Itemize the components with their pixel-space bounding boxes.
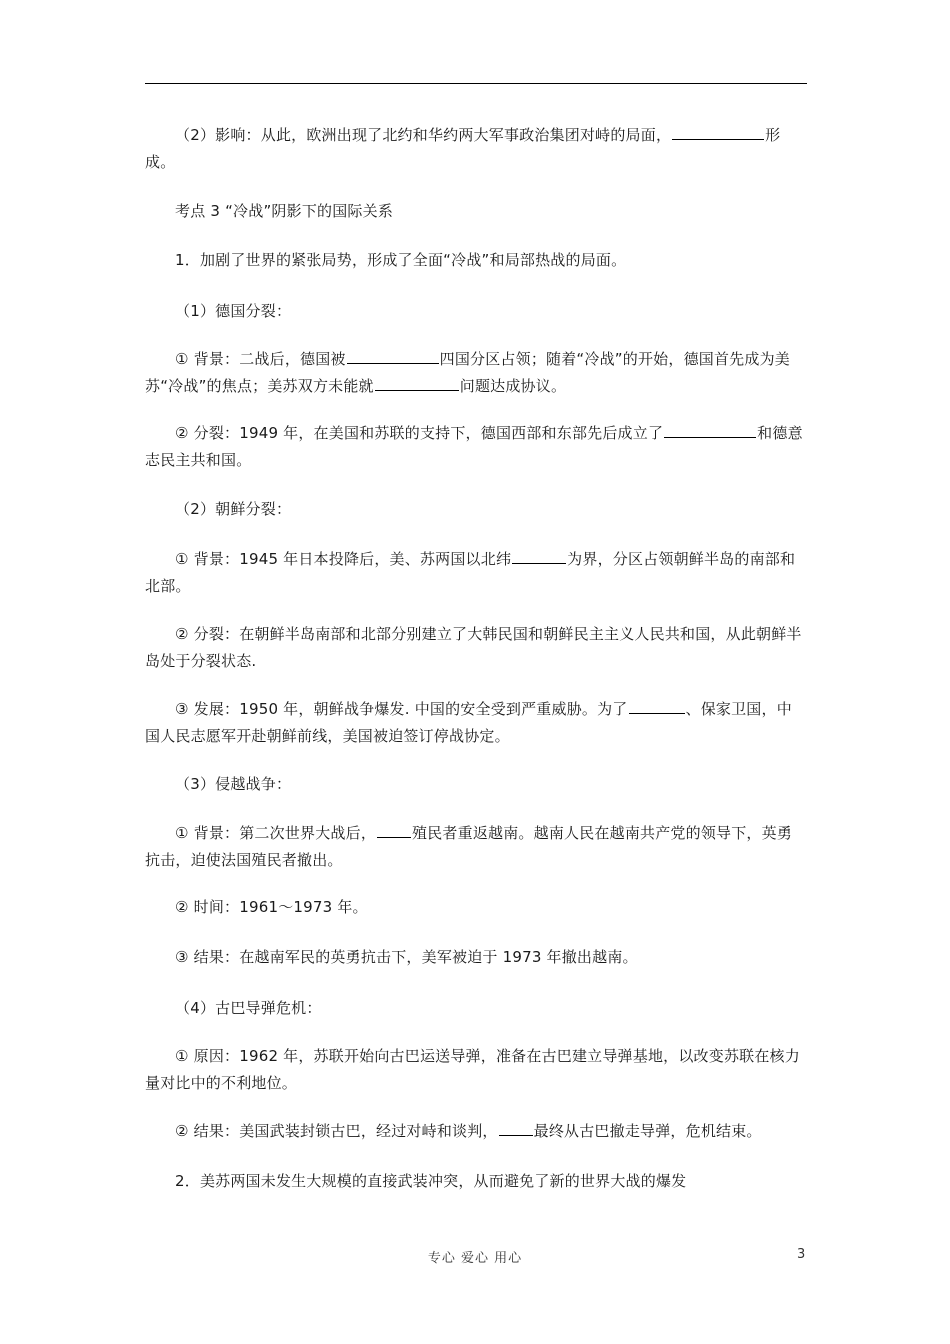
paragraph-korea-split: [145, 621, 807, 675]
text-segment: 最终从古巴撤走导弹，危机结束。: [533, 1122, 762, 1140]
paragraph-germany-background: [145, 346, 807, 400]
fill-blank: [512, 547, 566, 564]
fill-blank: [347, 347, 439, 364]
text-segment: 形成。: [145, 126, 781, 171]
text-segment: ① 背景：第二次世界大战后，: [175, 824, 377, 842]
text-segment: 为界，分区占领朝鲜半岛的南部和北部。: [145, 550, 796, 595]
text-segment: ② 分裂：在朝鲜半岛南部和北部分别建立了大韩民国和朝鲜民主主义人民共和国，从此朝鲜半岛处于分裂状态.: [145, 625, 802, 670]
paragraph-vietnam-time: [145, 894, 807, 921]
text-segment: 殖民者重返越南。越南人民在越南共产党的领导下，英勇抗击，迫使法国殖民者撤出。: [145, 824, 793, 869]
text-segment: 、保家卫国，中国人民志愿军开赴朝鲜前线，美国被迫签订停战协定。: [145, 700, 792, 745]
text-segment: 问题达成协议。: [459, 377, 567, 395]
text-segment: 2．美苏两国未发生大规模的直接武装冲突，从而避免了新的世界大战的爆发: [175, 1172, 687, 1190]
text-segment: （2）朝鲜分裂：: [175, 500, 292, 518]
paragraph-korea-background: [145, 546, 807, 600]
paragraph-cuba-cause: [145, 1043, 807, 1097]
paragraph-germany-split: [145, 420, 807, 474]
text-segment: ③ 发展：1950 年，朝鲜战争爆发. 中国的安全受到严重威胁。为了: [175, 700, 628, 718]
text-segment: 和德意志民主共和国。: [145, 424, 803, 469]
section-heading-exam-point-3: [145, 198, 807, 225]
paragraph-impact: [145, 122, 807, 176]
footer-text: 专心 爱心 用心: [427, 1251, 523, 1266]
text-segment: ③ 结果：在越南军民的英勇抗击下，美军被迫于 1973 年撤出越南。: [175, 948, 638, 966]
subheading-korea-division: [145, 496, 807, 523]
fill-blank: [629, 697, 685, 714]
subheading-vietnam-war: [145, 771, 807, 798]
text-segment: ① 原因：1962 年，苏联开始向古巴运送导弹，准备在古巴建立导弹基地，以改变苏联在核力量对比中的不利地位。: [145, 1047, 800, 1092]
fill-blank: [377, 821, 411, 838]
text-segment: 四国分区占领；随着“冷战”的开始，德国首先成为美苏“冷战”的焦点；美苏双方未能就: [145, 350, 790, 395]
subheading-cuban-missile-crisis: [145, 995, 807, 1022]
text-segment: 考点 3 “冷战”阴影下的国际关系: [175, 202, 394, 220]
text-segment: （3）侵越战争：: [175, 775, 292, 793]
fill-blank: [499, 1119, 533, 1136]
subheading-germany-division: [145, 298, 807, 325]
fill-blank: [672, 123, 764, 140]
header-rule: [145, 83, 807, 84]
text-segment: （4）古巴导弹危机：: [175, 999, 322, 1017]
paragraph-point-1: [145, 247, 807, 274]
paragraph-korea-development: [145, 696, 807, 750]
text-segment: ② 分裂：1949 年，在美国和苏联的支持下，德国西部和东部先后成立了: [175, 424, 664, 442]
text-segment: ② 时间：1961～1973 年。: [175, 898, 368, 916]
paragraph-vietnam-background: [145, 820, 807, 874]
text-segment: （2）影响：从此，欧洲出现了北约和华约两大军事政治集团对峙的局面，: [175, 126, 672, 144]
text-segment: 1．加剧了世界的紧张局势，形成了全面“冷战”和局部热战的局面。: [175, 251, 627, 269]
page-number: 3: [797, 1247, 806, 1262]
text-segment: ② 结果：美国武装封锁古巴，经过对峙和谈判，: [175, 1122, 498, 1140]
text-segment: ① 背景：二战后，德国被: [175, 350, 346, 368]
paragraph-point-2: [145, 1168, 807, 1195]
paragraph-cuba-result: [145, 1118, 807, 1145]
text-segment: （1）德国分裂：: [175, 302, 292, 320]
paragraph-vietnam-result: [145, 944, 807, 971]
text-segment: ① 背景：1945 年日本投降后，美、苏两国以北纬: [175, 550, 512, 568]
fill-blank: [375, 374, 459, 391]
fill-blank: [664, 421, 756, 438]
